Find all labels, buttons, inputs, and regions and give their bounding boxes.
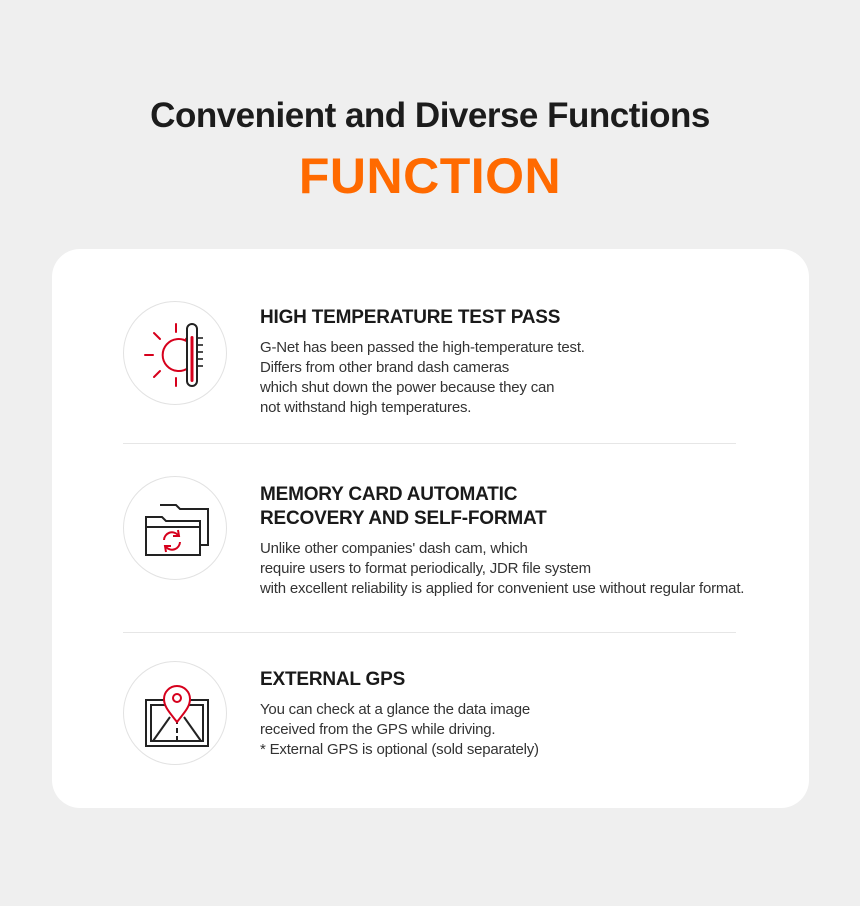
feature-description: G-Net has been passed the high-temperature test. Differs from other brand dash cameras which shut down the power because they can not withstand high temperatures. [260, 339, 585, 416]
feature-text [260, 306, 585, 418]
feature-description: You can check at a glance the data image received from the GPS while driving. * External GPS is optional (sold separately) [260, 701, 539, 758]
feature-text [260, 668, 539, 760]
feature-title: EXTERNAL GPS [260, 669, 406, 690]
feature-title: HIGH TEMPERATURE TEST PASS [260, 307, 561, 328]
page-subtitle: Convenient and Diverse Functions [150, 96, 710, 135]
map-pin-icon [123, 661, 227, 765]
feature-description: Unlike other companies' dash cam, which require users to format periodically, JDR file system with excellent reliability is applied for convenient use without regular format. [260, 540, 745, 597]
header [0, 96, 860, 204]
page-title: FUNCTION [298, 148, 562, 204]
folder-refresh-icon [123, 476, 227, 580]
divider [123, 632, 736, 633]
features-card [52, 249, 809, 808]
feature-title: MEMORY CARD AUTOMATIC RECOVERY AND SELF-FORMAT [260, 484, 547, 529]
thermometer-sun-icon [123, 301, 227, 405]
divider [123, 443, 736, 444]
feature-text [260, 483, 744, 599]
